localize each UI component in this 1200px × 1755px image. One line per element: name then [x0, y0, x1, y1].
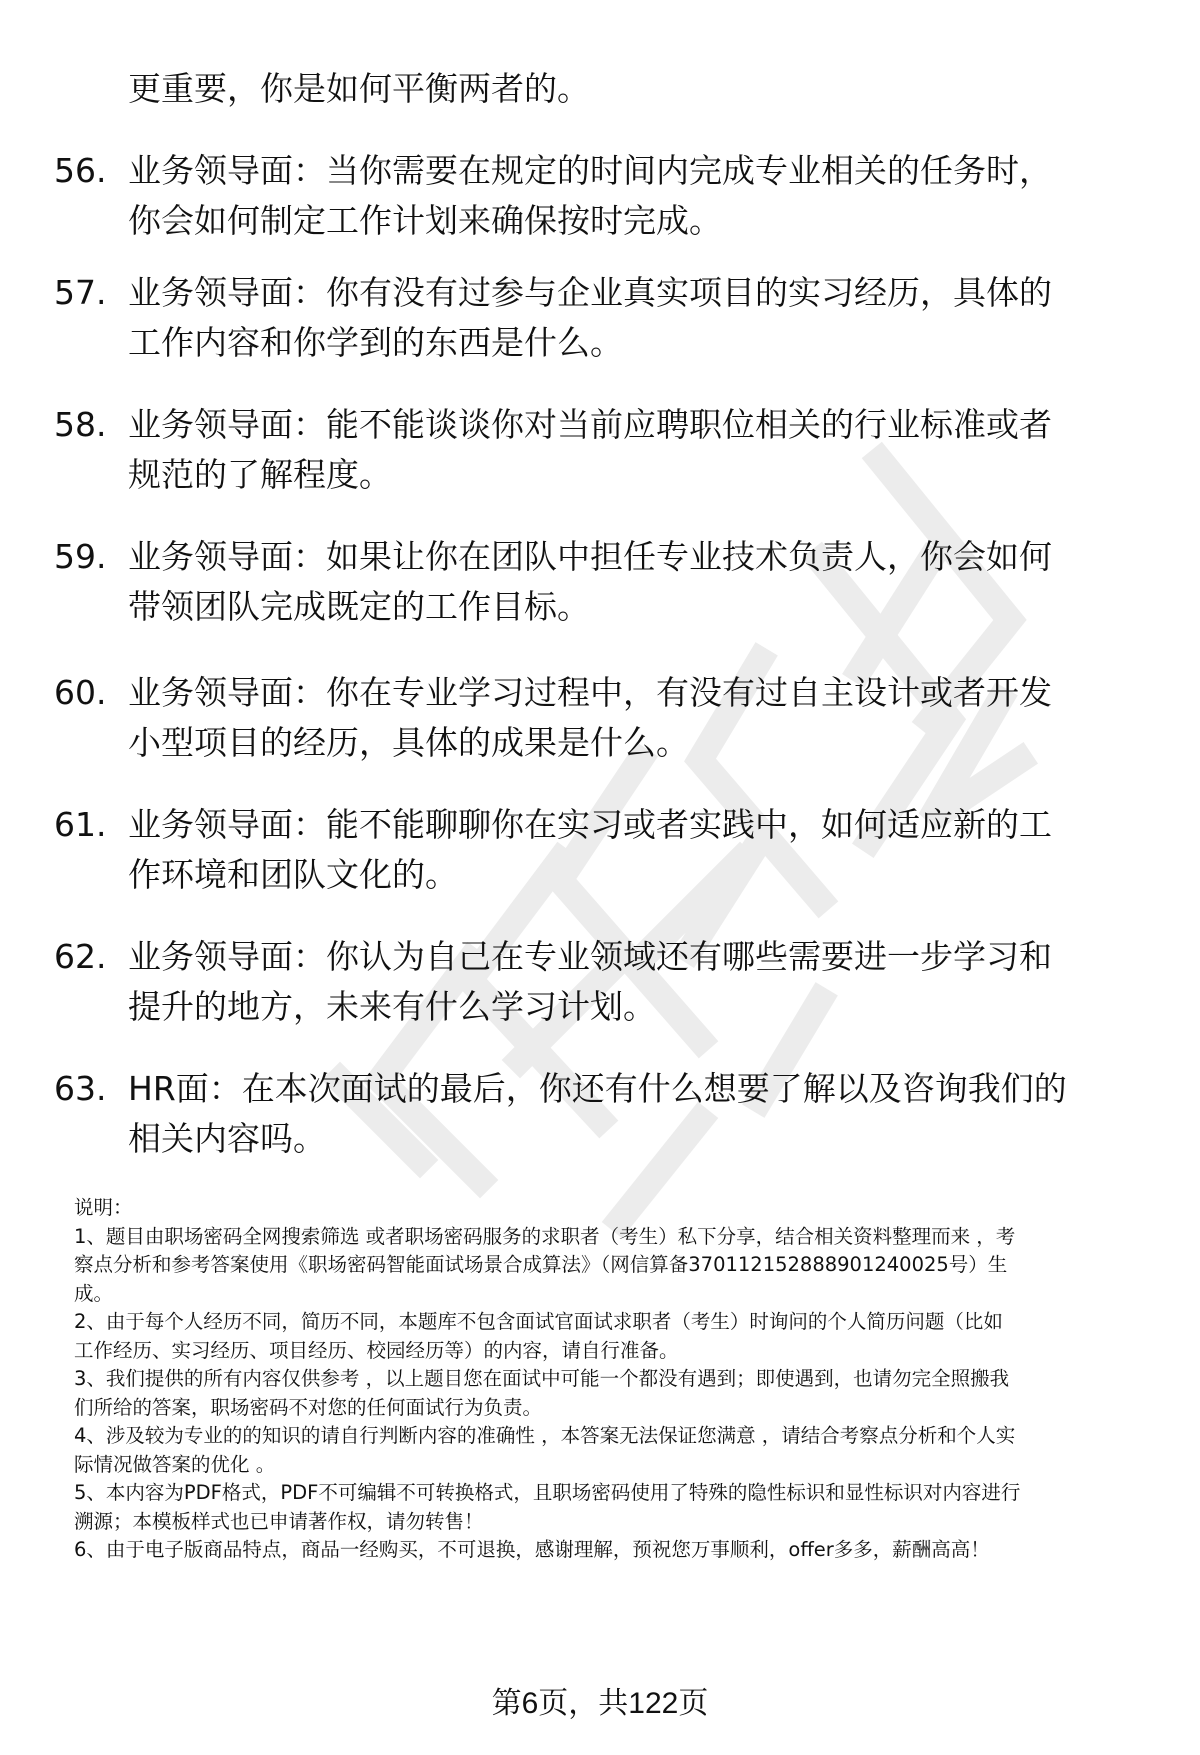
question-number: 57. [54, 273, 107, 312]
notes-line: 溯源；本模板样式也已申请著作权，请勿转售！ [74, 1509, 484, 1533]
question-text-line: 你会如何制定工作计划来确保按时完成。 [128, 201, 722, 240]
notes-title: 说明： [74, 1196, 133, 1219]
question-text-line: 业务领导面：当你需要在规定的时间内完成专业相关的任务时， [128, 151, 1052, 190]
question-number: 62. [54, 937, 107, 976]
question-number: 63. [54, 1069, 107, 1108]
notes-line: 5、本内容为PDF格式，PDF不可编辑不可转换格式，且职场密码使用了特殊的隐性标识和显性标识对内容进行 [74, 1481, 1021, 1504]
question-number: 59. [54, 537, 107, 576]
question-text-line: HR面：在本次面试的最后，你还有什么想要了解以及咨询我们的 [128, 1069, 1067, 1108]
notes-line: 6、由于电子版商品特点，商品一经购买，不可退换，感谢理解，预祝您万事顺利，offer多多，薪酬高高！ [74, 1538, 990, 1561]
notes-line: 2、由于每个人经历不同，简历不同，本题库不包含面试官面试求职者（考生）时询问的个人简历问题（比如 [74, 1310, 1003, 1333]
notes-line: 成。 [74, 1281, 114, 1305]
question-text-line: 工作内容和你学到的东西是什么。 [128, 323, 623, 362]
question-text-line: 相关内容吗。 [128, 1119, 326, 1158]
question-number: 60. [54, 673, 107, 712]
question-number: 56. [54, 151, 107, 190]
question-number: 61. [54, 805, 107, 844]
question-continuation: 更重要，你是如何平衡两者的。 [128, 69, 590, 108]
question-number: 58. [54, 405, 107, 444]
notes-line: 察点分析和参考答案使用《职场密码智能面试场景合成算法》（网信算备370112152888901240025号）生 [74, 1253, 1008, 1276]
question-text-line: 业务领导面：你在专业学习过程中，有没有过自主设计或者开发 [128, 673, 1052, 712]
notes-line: 际情况做答案的优化 。 [74, 1452, 276, 1476]
notes-line: 工作经历、实习经历、项目经历、校园经历等）的内容，请自行准备。 [74, 1338, 679, 1362]
question-text-line: 规范的了解程度。 [128, 455, 392, 494]
question-text-line: 业务领导面：能不能聊聊你在实习或者实践中，如何适应新的工 [128, 805, 1052, 844]
notes-line: 们所给的答案，职场密码不对您的任何面试行为负责。 [74, 1395, 543, 1419]
question-text-line: 业务领导面：你认为自己在专业领域还有哪些需要进一步学习和 [128, 937, 1052, 976]
question-text-line: 提升的地方，未来有什么学习计划。 [128, 987, 656, 1026]
question-text-line: 业务领导面：如果让你在团队中担任专业技术负责人，你会如何 [128, 537, 1052, 576]
notes-line: 1、题目由职场密码全网搜索筛选 或者职场密码服务的求职者（考生）私下分享，结合相关资料整理而来 ，考 [74, 1224, 1016, 1248]
disclaimer-notes [74, 1194, 1164, 1565]
notes-line: 3、我们提供的所有内容仅供参考 ，以上题目您在面试中可能一个都没有遇到；即使遇到，也请勿完全照搬我 [74, 1367, 1010, 1390]
page-number-footer: 第6页，共122页 [491, 1687, 709, 1720]
question-text-line: 业务领导面：你有没有过参与企业真实项目的实习经历，具体的 [128, 273, 1052, 312]
notes-line: 4、涉及较为专业的的知识的请自行判断内容的准确性 ，本答案无法保证您满意 ，请结合考察点分析和个人实 [74, 1424, 1016, 1447]
question-text-line: 小型项目的经历，具体的成果是什么。 [128, 723, 689, 762]
question-text-line: 作环境和团队文化的。 [128, 855, 458, 894]
question-text-line: 带领团队完成既定的工作目标。 [128, 587, 590, 626]
question-text-line: 业务领导面：能不能谈谈你对当前应聘职位相关的行业标准或者 [128, 405, 1052, 444]
